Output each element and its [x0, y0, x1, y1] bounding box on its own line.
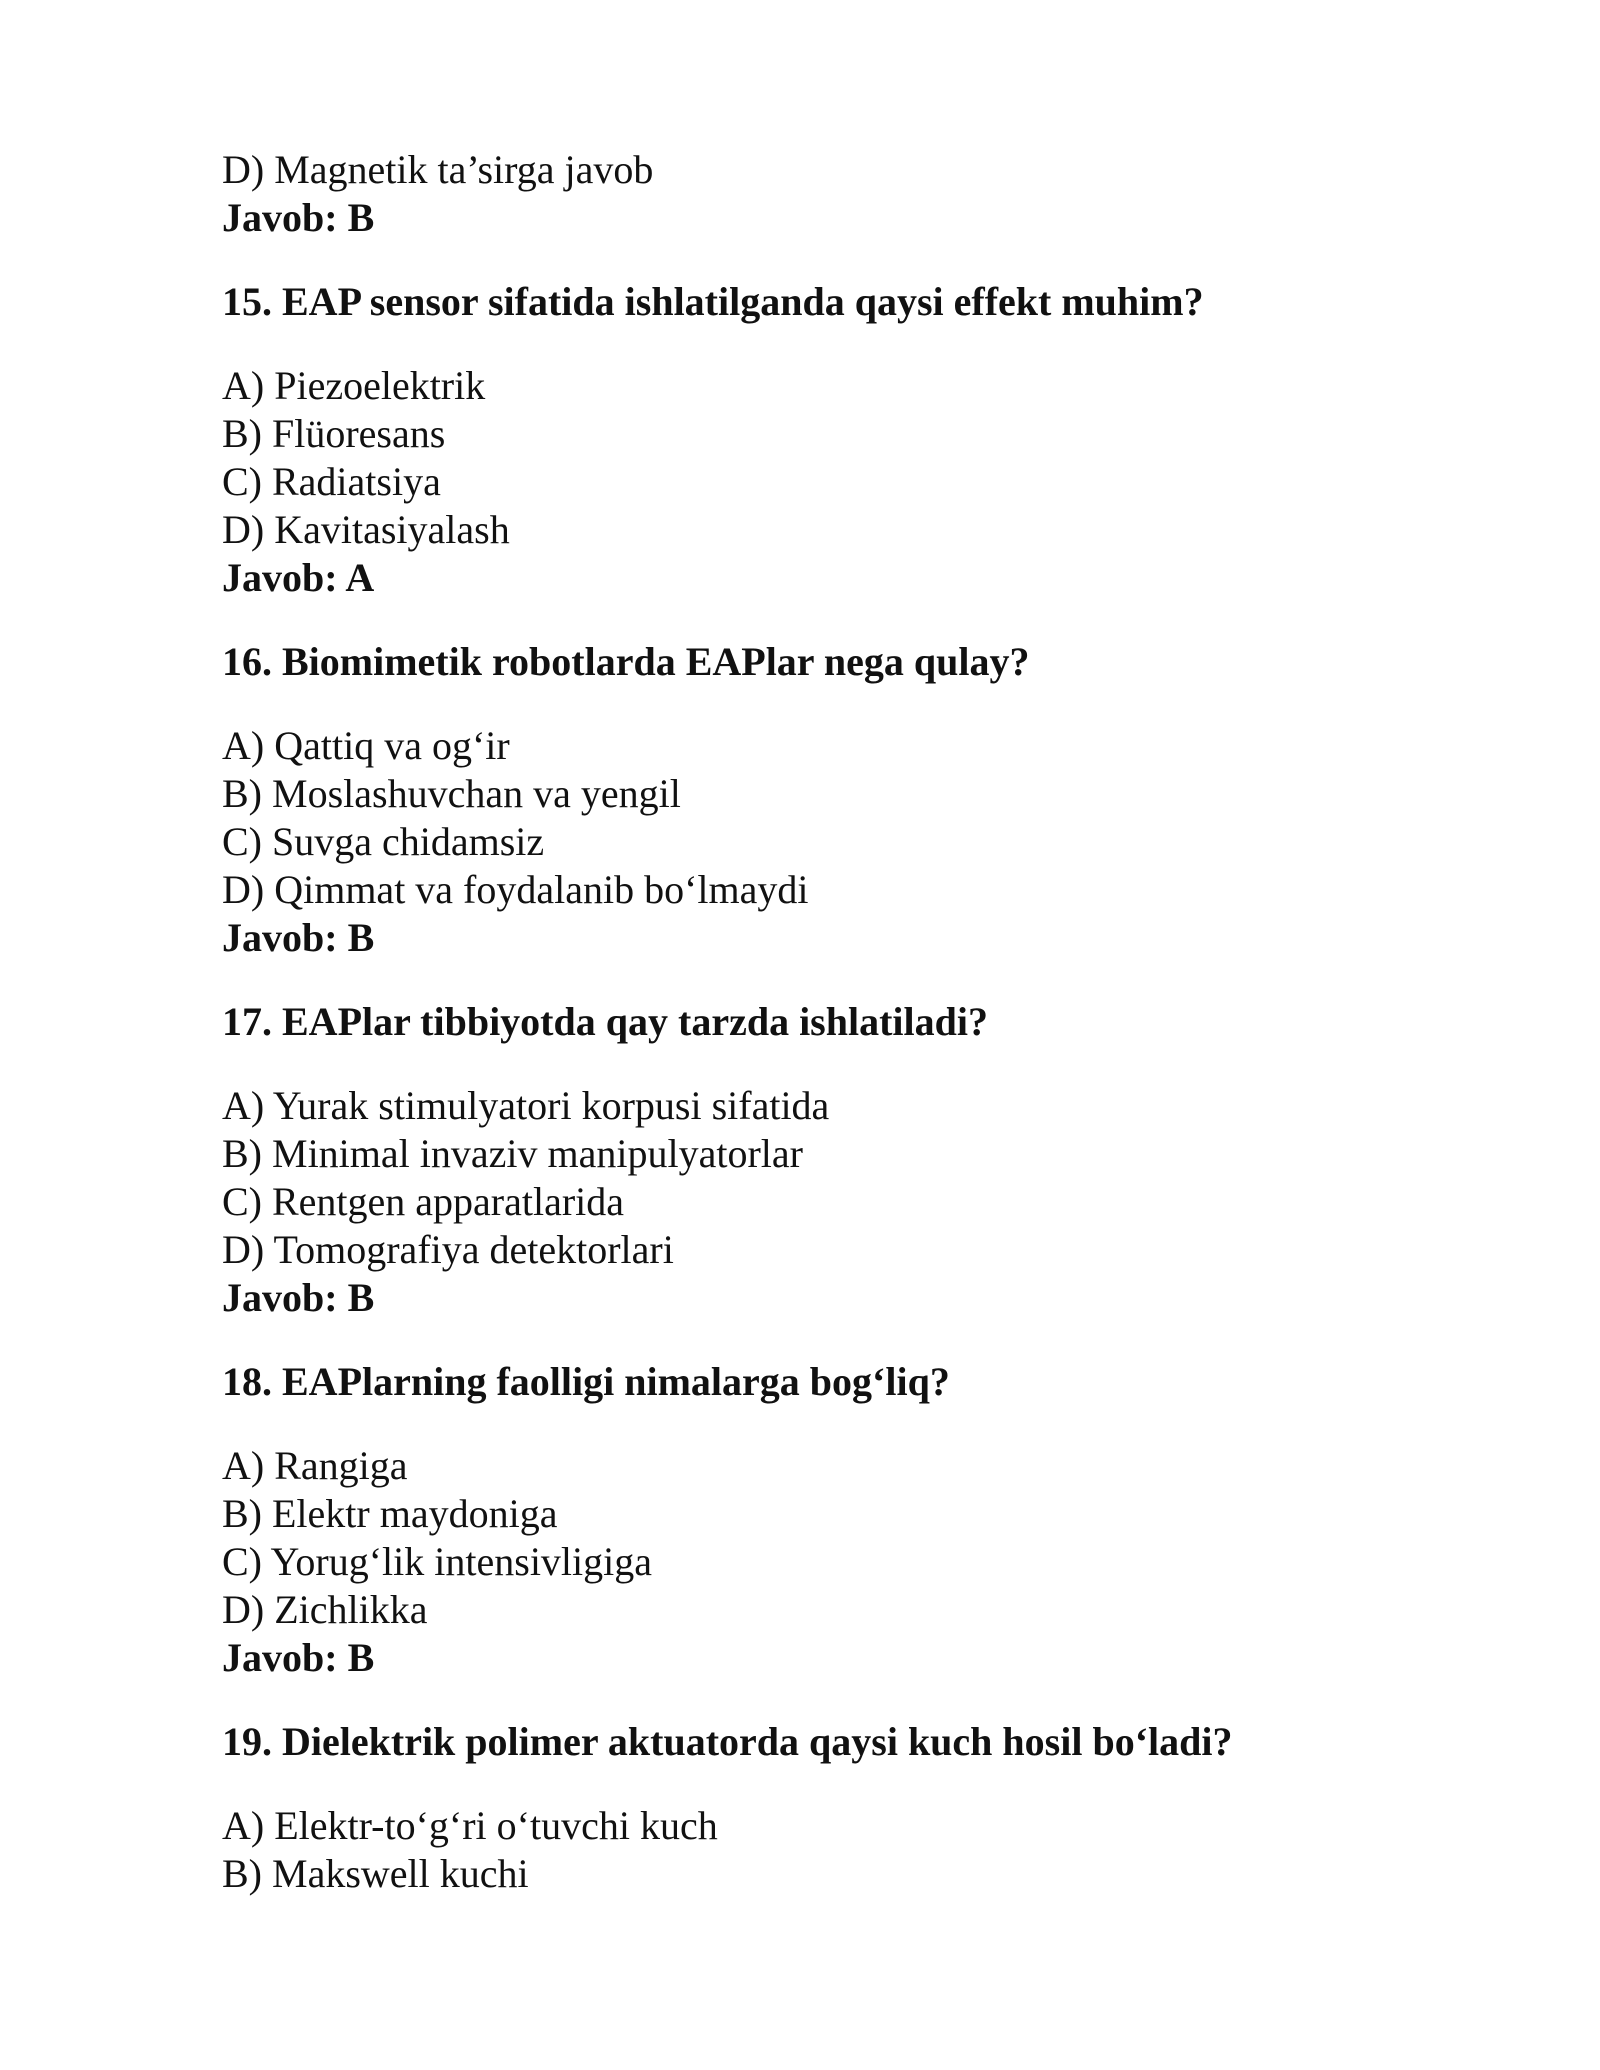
- option-a: A) Elektr-to‘g‘ri o‘tuvchi kuch: [222, 1803, 718, 1848]
- document-page: [222, 146, 1482, 1898]
- answer-line: Javob: B: [222, 915, 375, 960]
- option-b: B) Moslashuvchan va yengil: [222, 771, 681, 816]
- question-18: [222, 1358, 1482, 1682]
- question-16: [222, 638, 1482, 962]
- question-title: 15. EAP sensor sifatida ishlatilganda qaysi effekt muhim?: [222, 279, 1204, 324]
- question-title: 16. Biomimetik robotlarda EAPlar nega qulay?: [222, 639, 1030, 684]
- question-title: 19. Dielektrik polimer aktuatorda qaysi kuch hosil bo‘ladi?: [222, 1719, 1233, 1764]
- option-c: C) Rentgen apparatlarida: [222, 1179, 625, 1224]
- option-d: D) Qimmat va foydalanib bo‘lmaydi: [222, 867, 809, 912]
- option-b: B) Elektr maydoniga: [222, 1491, 558, 1536]
- answer-line: Javob: B: [222, 1635, 375, 1680]
- question-17: [222, 998, 1482, 1322]
- option-b: B) Minimal invaziv manipulyatorlar: [222, 1131, 803, 1176]
- option-a: A) Yurak stimulyatori korpusi sifatida: [222, 1083, 830, 1128]
- option-d: D) Kavitasiyalash: [222, 507, 510, 552]
- answer-line: Javob: B: [222, 1275, 375, 1320]
- option-b: B) Makswell kuchi: [222, 1851, 529, 1896]
- question-title: 18. EAPlarning faolligi nimalarga bog‘liq?: [222, 1359, 950, 1404]
- option-d: D) Tomografiya detektorlari: [222, 1227, 674, 1272]
- option-d: D) Magnetik ta’sirga javob: [222, 147, 654, 192]
- question-15: [222, 278, 1482, 602]
- option-a: A) Piezoelektrik: [222, 363, 486, 408]
- option-c: C) Radiatsiya: [222, 459, 441, 504]
- question-14-tail: [222, 146, 1482, 242]
- option-b: B) Flüoresans: [222, 411, 446, 456]
- question-title: 17. EAPlar tibbiyotda qay tarzda ishlatiladi?: [222, 999, 989, 1044]
- option-d: D) Zichlikka: [222, 1587, 428, 1632]
- option-c: C) Suvga chidamsiz: [222, 819, 545, 864]
- answer-line: Javob: B: [222, 195, 375, 240]
- option-a: A) Rangiga: [222, 1443, 408, 1488]
- option-c: C) Yorug‘lik intensivligiga: [222, 1539, 653, 1584]
- answer-line: Javob: A: [222, 555, 375, 600]
- option-a: A) Qattiq va og‘ir: [222, 723, 510, 768]
- question-19: [222, 1718, 1482, 1898]
